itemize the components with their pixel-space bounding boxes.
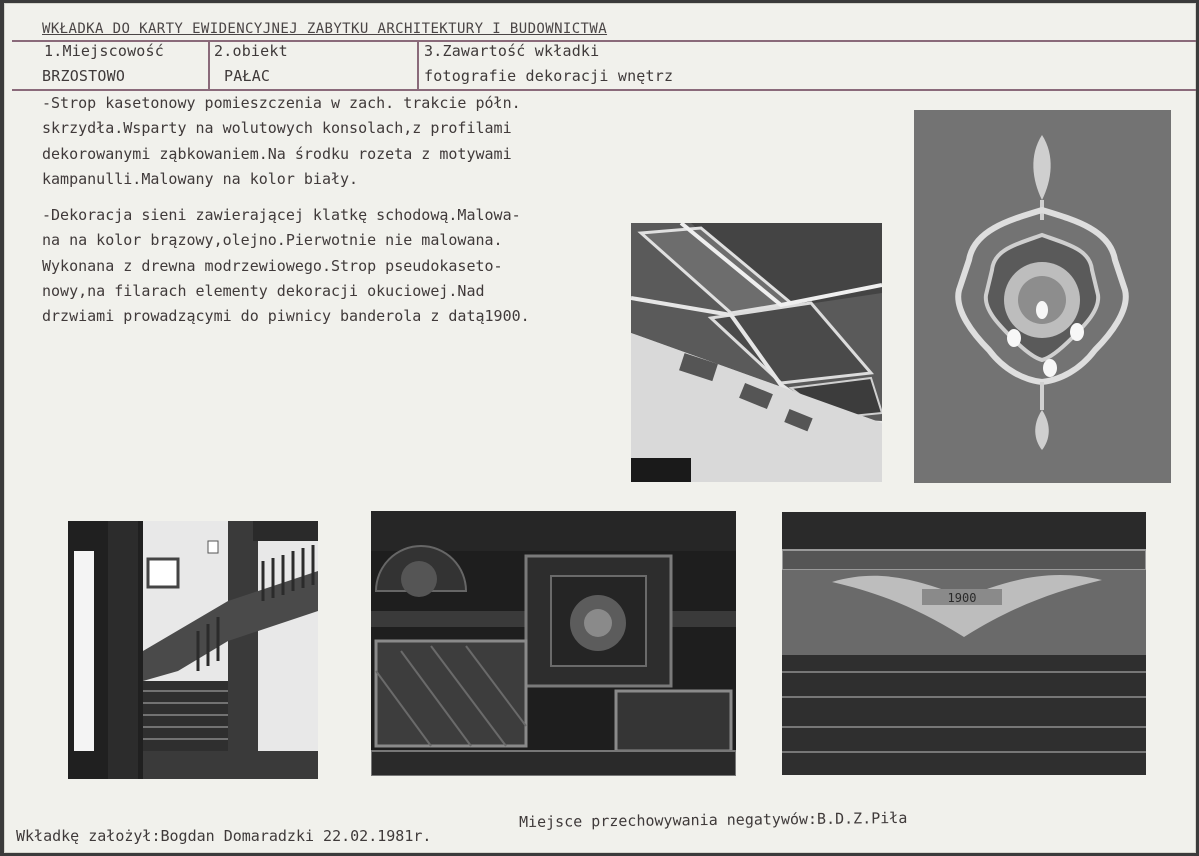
photo-coffered-ceiling	[631, 223, 882, 482]
content-value: fotografie dekoracji wnętrz	[424, 67, 674, 85]
content-label: 3.Zawartość wkładki	[424, 42, 600, 60]
description-paragraph-1	[42, 91, 521, 192]
photo-wooden-panel-rosette	[371, 511, 736, 776]
object-label: 2.obiekt	[214, 42, 288, 60]
object-value: PAŁAC	[224, 67, 271, 85]
paragraph-line: -Dekoracja sieni zawierającej klatkę schodową.Malowa-	[42, 206, 521, 224]
paragraph-line: drzwiami prowadzącymi do piwnicy banderola z datą1900.	[42, 307, 530, 326]
insert-created-by: Wkładkę założył:Bogdan Domaradzki 22.02.1981r.	[16, 827, 432, 845]
field-divider-2	[417, 40, 419, 91]
field-divider-1	[208, 40, 210, 91]
paragraph-line: nowy,na filarach elementy dekoracji okuciowej.Nad	[42, 281, 485, 300]
locality-value: BRZOSTOWO	[42, 67, 126, 85]
paragraph-line: dekorowanymi ząbkowaniem.Na środku rozeta z motywami	[42, 144, 512, 163]
locality-label: 1.Miejscowość	[44, 42, 164, 60]
paragraph-line: kampanulli.Malowany na kolor biały.	[42, 169, 359, 188]
record-card-insert	[4, 3, 1196, 853]
photo-cornice-banderole	[782, 512, 1146, 775]
photo-staircase	[68, 521, 318, 779]
paragraph-line: -Strop kasetonowy pomieszczenia w zach. trakcie półn.	[42, 94, 521, 112]
description-paragraph-2	[42, 203, 530, 329]
paragraph-line: skrzydła.Wsparty na wolutowych konsolach,z profilami	[42, 119, 512, 138]
banderole-date: 1900	[947, 591, 977, 605]
negatives-storage: Miejsce przechowywania negatywów:B.D.Z.Piła	[518, 808, 908, 832]
paragraph-line: Wykonana z drewna modrzewiowego.Strop pseudokaseto-	[42, 256, 503, 275]
card-header-title: WKŁADKA DO KARTY EWIDENCYJNEJ ZABYTKU ARCHITEKTURY I BUDOWNICTWA	[42, 21, 608, 37]
paragraph-line: na na kolor brązowy,olejno.Pierwotnie nie malowana.	[42, 231, 503, 250]
header-rule-top	[12, 40, 1196, 42]
photo-ceiling-rosette	[914, 110, 1171, 483]
